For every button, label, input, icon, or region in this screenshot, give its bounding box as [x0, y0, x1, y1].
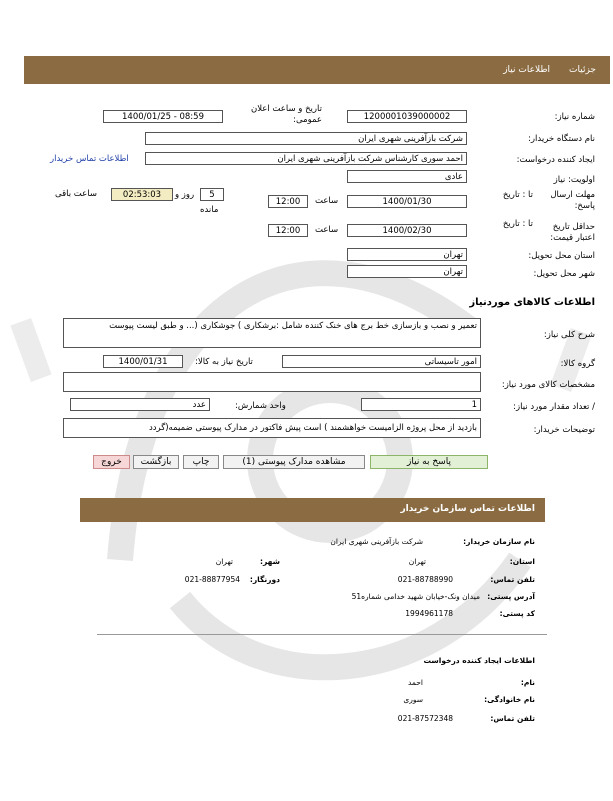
buyer-notes-field: بازدید از محل پروژه الزامیست خواهشمند ) است پیش فاکتور در مدارک پیوستی ضمیمه(گردد [63, 418, 481, 438]
creator-field: احمد سوری کارشناس شرکت بازآفرینی شهری ایران [145, 152, 467, 165]
contact-title: اطلاعات تماس سازمان خریدار [400, 504, 535, 514]
province-label: استان محل تحویل: [528, 251, 595, 261]
need-date-field: 1400/01/31 [103, 355, 183, 368]
creator-info-title: اطلاعات ایجاد کننده درخواست [423, 656, 535, 665]
deadline-time-field: 12:00 [268, 195, 308, 208]
days-label: روز و [175, 190, 195, 200]
need-number-field: 1200001039000002 [347, 110, 467, 123]
city-label: شهر محل تحویل: [533, 269, 595, 279]
deadline-time-label: ساعت [315, 196, 339, 206]
org-name-label: نام سازمان خریدار: [463, 537, 535, 546]
contact-city-value: تهران [215, 557, 233, 566]
need-number-label: شماره نیاز: [554, 112, 595, 122]
creator-phone-value: 021-87572348 [397, 714, 453, 723]
deadline-date-field: 1400/01/30 [347, 195, 467, 208]
unit-field: عدد [70, 398, 210, 411]
exit-button[interactable]: خروج [93, 455, 130, 469]
contact-phone-value: 021-88788990 [397, 575, 453, 584]
qty-field: 1 [361, 398, 481, 411]
creator-label: ایجاد کننده درخواست: [516, 155, 595, 165]
spec-field [63, 372, 481, 392]
summary-field: تعمیر و نصب و بازسازی خط برج های خنک کننده شامل :برشکاری ) جوشکاری (... و طبق لیست پیوست [63, 318, 481, 348]
view-docs-button[interactable]: مشاهده مدارک پیوستی (1) [223, 455, 365, 469]
contact-province-label: استان: [509, 557, 535, 566]
deadline-label: مهلت ارسال پاسخ: [550, 190, 595, 211]
qty-label: / تعداد مقدار مورد نیاز: [513, 402, 595, 412]
announce-field: 1400/01/25 - 08:59 [103, 110, 223, 123]
contact-fax-label: دورنگار: [249, 575, 280, 584]
contact-header-bar [80, 498, 545, 522]
creator-last-name-value: سوری [403, 695, 423, 704]
announce-label: تاریخ و ساعت اعلان عمومی: [250, 104, 322, 125]
need-date-label: تاریخ نیاز به کالا: [195, 357, 253, 367]
spec-label: مشخصات کالای مورد نیاز: [501, 380, 595, 390]
city-field: تهران [347, 265, 467, 278]
validity-label: حداقل تاریخ اعتبار قیمت: [550, 222, 595, 243]
tab-need-info[interactable]: اطلاعات نیاز [503, 65, 550, 75]
creator-first-name-label: نام: [520, 678, 535, 687]
org-name-value: شرکت بازآفرینی شهری ایران [330, 537, 423, 546]
creator-phone-label: تلفن تماس: [490, 714, 535, 723]
province-field: تهران [347, 248, 467, 261]
divider [97, 634, 547, 635]
group-label: گروه کالا: [560, 359, 595, 369]
buyer-org-field: شرکت بازآفرینی شهری ایران [145, 132, 467, 145]
contact-fax-value: 021-88877954 [184, 575, 240, 584]
contact-address-label: آدرس پستی: [487, 592, 535, 601]
priority-field: عادی [347, 170, 467, 183]
unit-label: واحد شمارش: [235, 401, 286, 411]
info-header-bar [24, 56, 610, 84]
tab-details[interactable]: جزئیات [569, 65, 596, 75]
contact-postal-label: کد پستی: [499, 609, 535, 618]
group-field: امور تاسیساتی [282, 355, 481, 368]
creator-first-name-value: احمد [408, 678, 423, 687]
reply-button[interactable]: پاسخ به نیاز [370, 455, 488, 469]
summary-label: شرح کلی نیاز: [543, 330, 595, 340]
contact-address-value: میدان ونک-خیابان شهید خدامی شماره51 [351, 592, 480, 601]
remaining-label: ساعت باقی [55, 189, 97, 199]
back-button[interactable]: بازگشت [133, 455, 179, 469]
contact-city-label: شهر: [260, 557, 280, 566]
contact-province-value: تهران [408, 557, 426, 566]
contact-postal-value: 1994961178 [405, 609, 453, 618]
contact-phone-label: تلفن تماس: [490, 575, 535, 584]
print-button[interactable]: چاپ [183, 455, 219, 469]
buyer-contact-link[interactable]: اطلاعات تماس خریدار [50, 154, 129, 164]
priority-label: اولویت: نیاز [553, 175, 595, 185]
validity-date-field: 1400/02/30 [347, 224, 467, 237]
goods-section-title: اطلاعات کالاهای موردنیاز [469, 297, 595, 308]
creator-last-name-label: نام خانوادگی: [484, 695, 535, 704]
buyer-org-label: نام دستگاه خریدار: [528, 134, 595, 144]
deadline-to-date-label: تا : تاریخ [502, 190, 533, 200]
validity-time-field: 12:00 [268, 224, 308, 237]
days-field: 5 [200, 188, 224, 201]
remaining-time-field: 02:53:03 [111, 188, 173, 201]
validity-to-date-label: تا : تاریخ [502, 219, 533, 229]
validity-time-label: ساعت [315, 225, 339, 235]
remaining-label-2: مانده [200, 205, 219, 215]
buyer-notes-label: توضیحات خریدار: [533, 425, 595, 435]
